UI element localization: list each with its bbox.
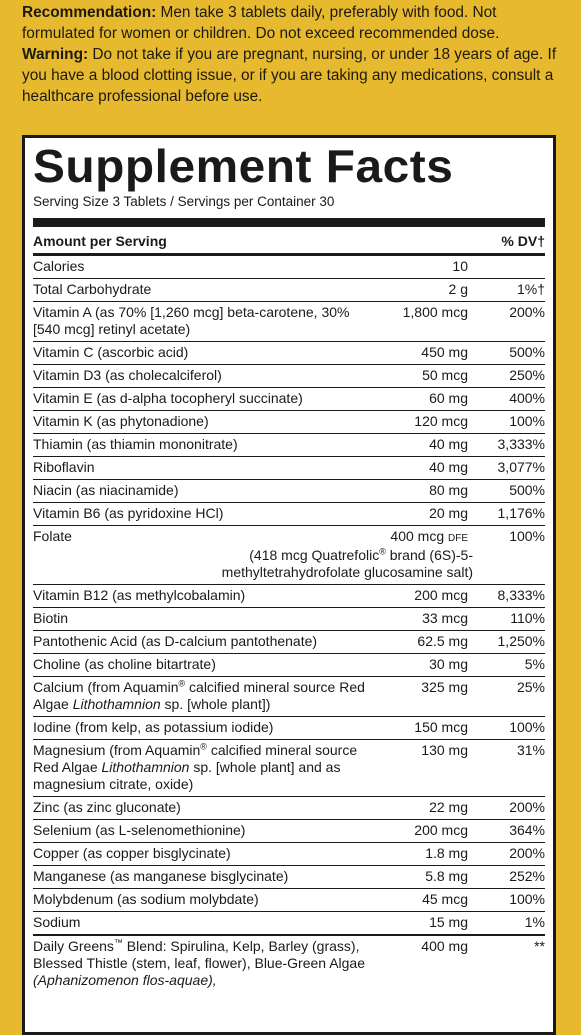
nutrient-name: Thiamin (as thiamin mononitrate) [33, 436, 238, 452]
nutrient-amount: 400 mg [421, 938, 468, 954]
nutrient-name: Zinc (as zinc gluconate) [33, 799, 181, 815]
nutrient-amount: 150 mcg [414, 719, 468, 735]
table-row-daily-greens [33, 934, 545, 992]
nutrient-name: Riboflavin [33, 459, 95, 475]
table-row [33, 388, 545, 411]
nutrient-amount: 1,800 mcg [402, 304, 468, 320]
table-row [33, 797, 545, 820]
table-row [33, 912, 545, 934]
table-row [33, 654, 545, 677]
table-row [33, 434, 545, 457]
folate-detail-a: (418 mcg Quatrefolic [249, 547, 380, 563]
nutrient-name: Manganese (as manganese bisglycinate) [33, 868, 289, 884]
table-row [33, 480, 545, 503]
table-row [33, 503, 545, 526]
nutrient-dv: 100% [509, 528, 545, 544]
nutrient-name: Vitamin B12 (as methylcobalamin) [33, 587, 246, 603]
nutrient-dv: 1%† [516, 281, 545, 297]
nutrient-name: Vitamin E (as d-alpha tocopheryl succinate) [33, 390, 303, 406]
nutrient-dv: 8,333% [497, 587, 545, 603]
nutrient-rows-a [33, 256, 545, 526]
nutrient-name: Vitamin A (as 70% [1,260 mcg] beta-carotene, 30% [540 mcg] retinyl acetate) [33, 304, 350, 337]
nutrient-dv [474, 258, 545, 275]
table-row [33, 820, 545, 843]
folate-amount-value: 400 mcg [390, 528, 445, 544]
nutrient-name [33, 679, 369, 713]
nutrient-name: Vitamin D3 (as cholecalciferol) [33, 367, 222, 383]
table-row-iodine [33, 717, 545, 740]
nutrient-name: Folate [33, 528, 72, 544]
nutrient-rows-c [33, 797, 545, 934]
nutrient-amount: 130 mg [421, 742, 468, 758]
table-row [33, 889, 545, 912]
trademark-mark: ™ [113, 937, 123, 948]
nutrient-name: Copper (as copper bisglycinate) [33, 845, 231, 861]
magnesium-name-italic: Lithothamnion [101, 759, 190, 775]
table-row [33, 631, 545, 654]
nutrient-amount: 10 [452, 258, 468, 274]
table-row [33, 843, 545, 866]
nutrient-amount: 15 mg [429, 914, 468, 930]
nutrient-dv: 200% [509, 799, 545, 815]
nutrient-amount [369, 528, 474, 547]
nutrient-amount: 40 mg [429, 459, 468, 475]
recommendation-warning-text [22, 2, 567, 107]
table-row [33, 256, 545, 279]
nutrient-name: Molybdenum (as sodium molybdate) [33, 891, 259, 907]
nutrient-dv: 100% [509, 719, 545, 735]
table-row [33, 302, 545, 342]
greens-name-a: Daily Greens [33, 938, 114, 954]
nutrient-dv: 5% [524, 656, 545, 672]
calcium-name-a: Calcium (from Aquamin [33, 679, 179, 695]
magnesium-name-a: Magnesium (from Aquamin [33, 742, 201, 758]
table-row [33, 866, 545, 889]
calcium-name-b: calcified mineral source Red Algae [33, 679, 365, 712]
nutrient-dv: 1,176% [497, 505, 545, 521]
calcium-name-italic: Lithothamnion [72, 696, 161, 712]
registered-mark: ® [379, 546, 386, 557]
folate-detail-b: brand (6S)-5- [385, 547, 473, 563]
warning-text: Do not take if you are pregnant, nursing, or under 18 years of age. If you have a blood clotting issue, or if you are taking any medications, consult a healthcare professional before use. [22, 46, 557, 105]
nutrient-name: Total Carbohydrate [33, 281, 152, 297]
nutrient-name [33, 742, 369, 793]
nutrient-name: Sodium [33, 914, 81, 930]
nutrient-amount: 1.8 mg [425, 845, 468, 861]
nutrient-dv: 250% [509, 367, 545, 383]
nutrient-amount: 20 mg [429, 505, 468, 521]
nutrient-dv: 1% [524, 914, 545, 930]
folate-detail-c: methyltetrahydrofolate glucosamine salt) [221, 564, 473, 580]
table-row-calcium [33, 677, 545, 717]
table-row [33, 585, 545, 608]
warning-label: Warning: [22, 46, 89, 63]
nutrient-name: Calories [33, 258, 85, 274]
nutrient-amount: 325 mg [421, 679, 468, 695]
registered-mark: ® [200, 741, 207, 752]
folate-detail [33, 547, 545, 581]
greens-name-italic: (Aphanizomenon flos-aquae), [33, 972, 217, 988]
nutrient-amount: 60 mg [429, 390, 468, 406]
nutrient-name: Vitamin B6 (as pyridoxine HCl) [33, 505, 224, 521]
magnesium-name-b: calcified mineral source Red Algae [33, 742, 358, 775]
nutrient-dv: 500% [509, 482, 545, 498]
nutrient-amount: 200 mcg [414, 822, 468, 838]
thick-divider [33, 218, 545, 227]
nutrient-dv: 400% [509, 390, 545, 406]
nutrient-amount: 50 mcg [422, 367, 468, 383]
nutrient-dv: 3,333% [497, 436, 545, 452]
nutrient-amount: 450 mg [421, 344, 468, 360]
nutrient-dv: 252% [509, 868, 545, 884]
header-dv: % DV† [501, 233, 545, 249]
nutrient-amount: 2 g [448, 281, 468, 297]
table-header [33, 227, 545, 256]
nutrient-name: Selenium (as L-selenomethionine) [33, 822, 246, 838]
table-row [33, 411, 545, 434]
serving-info: Serving Size 3 Tablets / Servings per Container 30 [33, 194, 335, 209]
nutrient-name: Biotin [33, 610, 69, 626]
nutrient-dv: 3,077% [497, 459, 545, 475]
calcium-name-c: sp. [whole plant]) [160, 696, 271, 712]
folate-unit: DFE [448, 533, 468, 544]
nutrient-dv: 100% [509, 413, 545, 429]
nutrient-dv: 1,250% [497, 633, 545, 649]
table-row [33, 279, 545, 302]
nutrient-amount: 120 mcg [414, 413, 468, 429]
table-row-folate [33, 526, 545, 585]
nutrient-dv: 364% [509, 822, 545, 838]
greens-name-b: Blend: Spirulina, Kelp, Barley (grass), Blessed Thistle (stem, leaf, flower), Blue-Green Algae [33, 938, 366, 971]
nutrient-amount: 200 mcg [414, 587, 468, 603]
warning-paragraph [22, 44, 567, 107]
nutrient-dv: 110% [510, 610, 545, 626]
supplement-facts-panel [22, 135, 556, 1035]
table-row [33, 608, 545, 631]
nutrient-amount: 22 mg [429, 799, 468, 815]
header-amount: Amount per Serving [33, 233, 167, 249]
recommendation-paragraph [22, 2, 567, 44]
nutrient-name: Iodine (from kelp, as potassium iodide) [33, 719, 274, 735]
nutrient-amount: 80 mg [429, 482, 468, 498]
nutrient-amount: 40 mg [429, 436, 468, 452]
nutrient-dv: 100% [509, 891, 545, 907]
nutrient-dv: 25% [516, 679, 545, 695]
nutrient-amount: 30 mg [429, 656, 468, 672]
nutrient-amount: 5.8 mg [425, 868, 468, 884]
registered-mark: ® [178, 678, 186, 689]
table-row [33, 365, 545, 388]
recommendation-text: Men take 3 tablets daily, preferably with food. Not formulated for women or children. Do not exceed recommended dose. [22, 4, 500, 42]
nutrient-name: Pantothenic Acid (as D-calcium pantothenate) [33, 633, 318, 649]
nutrient-name: Vitamin K (as phytonadione) [33, 413, 209, 429]
nutrient-amount: 62.5 mg [417, 633, 468, 649]
nutrient-dv: 500% [509, 344, 545, 360]
nutrient-name: Niacin (as niacinamide) [33, 482, 179, 498]
nutrient-name: Vitamin C (ascorbic acid) [33, 344, 189, 360]
nutrient-rows-b [33, 585, 545, 677]
panel-title: Supplement Facts [33, 140, 454, 192]
nutrient-name: Choline (as choline bitartrate) [33, 656, 216, 672]
table-row [33, 457, 545, 480]
nutrient-amount: 33 mcg [422, 610, 468, 626]
nutrient-dv: ** [534, 938, 545, 954]
nutrient-name [33, 938, 369, 989]
magnesium-name-c: sp. [whole plant] and as magnesium citrate, oxide) [33, 759, 341, 792]
table-row-magnesium [33, 740, 545, 797]
nutrient-dv: 200% [509, 304, 545, 320]
table-row [33, 342, 545, 365]
recommendation-label: Recommendation: [22, 4, 157, 21]
nutrient-amount: 45 mcg [422, 891, 468, 907]
nutrient-dv: 31% [516, 742, 545, 758]
nutrient-dv: 200% [509, 845, 545, 861]
